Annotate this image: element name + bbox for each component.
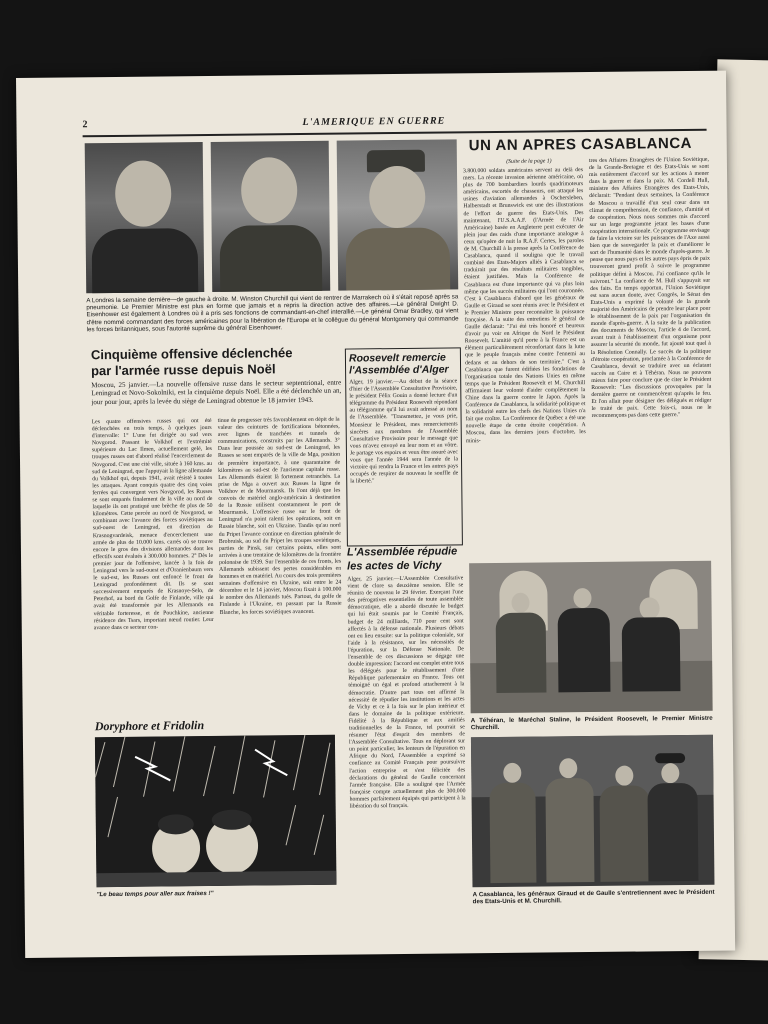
casablanca-headline: UN AN APRES CASABLANCA (468, 134, 693, 155)
cartoon-drawing (95, 735, 337, 888)
vichy-headline-1: L'Assemblée répudie (346, 545, 458, 559)
offensive-column-1: Les quatre offensives russes qui ont été déclenchées en trois temps, à quelques jours d'intervalle: 1° L'une fut dirigée au sud vers Novgorod. Passant le Volkhof et l'extrémité supérieure du Lac Ilmen, actuellement gelé, les troupes russes ont d'abord réalisé l'encerclement de Novgorod. C'est une cité ville, située à 160 kms. au sud de Leningrad, que l'appuyait la ligne allemande du Volkhof qui, depuis 1941, avait résisté à toutes les attaques. Ayant conquis quatre des cinq voies ferrées qui convergent vers Novgorod, les Russes se sont emparés finalement de la ville au nord de laquelle ils ont pratiqué une brèche de plus de 50 kilomètres. Cette percée au nord de Novgorod, se combinant avec l'avance des forces soviétiques au sud-ouest de Leningrad, en direction de Krasnogvardeisk, menace d'encerclement une armée de plus de 10.000 kms. carrés où se trouve encore le gros des divisions allemandes dont les effectifs sont évalués à 300.000 hommes. 2° Dès le premier jour de l'offensive, lancée à la fois de Leningrad vers le sud-ouest et d'Oranienbaum vers le sud-est, les Russes ont enfoncé le front de Leningrad profondément dit. Ils se sont successivement emparés de Krasnoye-Selo, de Peterhof, au bord du Golfe de Finlande, ville qui avait été transformée par les Allemands en véritable forteresse, et de Pouchkine, ancienne résidence des Tsars, important nœud routier. Leur avance dans ce secteur con- (91, 417, 214, 631)
offensive-headline-1: Cinquième offensive déclenchée (90, 345, 293, 363)
photo-eisenhower (211, 141, 331, 292)
roosevelt-headline-1: Roosevelt remercie (348, 351, 446, 365)
photo-churchill (85, 142, 205, 293)
roosevelt-text: Alger, 19 janvier.—Au début de la séance d'hier de l'Assemblée Consultative Provisoire, le président Félix Gouin a donné lecture d'un télégramme du Président Roosevelt répondant au télégramme qu'il lui avait adressé au nom de l'Assemblée. "Transmettez, je vous prie, Monsieur le Président, mes remerciements sincères aux membres de l'Assemblée Consultative Provisoire pour le message que vous m'avez envoyé en leur nom et au vôtre. Je partage vos espoirs et veux être assuré avec vous que l'année 1944 sera l'année de la victoire qui rendra la France et les autres pays occupés de respirer de nouveau le souffle de la liberté." (349, 378, 459, 485)
newspaper-page (16, 71, 735, 958)
photo-casablanca (471, 735, 715, 888)
offensive-lead: Moscou, 25 janvier.—La nouvelle offensive russe dans le secteur septentrional, entre Leningrad et Novo-Sokolniki, est la cinquième depuis Noël. Elle a été déclenchée un an, jour pour jour, après la levée du siège de Leningrad obtenue le 18 janvier 1943. (91, 378, 342, 407)
cartoon-title: Doryphore et Fridolin (94, 718, 205, 734)
offensive-headline-2: par l'armée russe depuis Noël (90, 361, 276, 379)
photo-bradley (337, 139, 459, 290)
offensive-column-2: tinue de progresser très favorablement en dépit de la valeur des ceintures de fortifications bétonnées, avec lignes de tranchées et tunnels de communications, construits par les Allemands. 3° Dans leur poussée au sud-est de Leningrad, les Russes se sont emparés de la ville de Mga, position de première importance, à une quarantaine de kilomètres au sud-est de l'ancienne capitale russe. Les Allemands étaient là fortement retranchés. La prise de Mga a ouvert aux Russes la ligne de Volkhov et de Mourmansk. Ils l'ont déjà que les convois de matériel anglo-américain à destination de la Russie utilisent constamment le port de Mourmansk. L'offensive russe sur le front de Leningrad n'a point ralenti les opérations, soit en Russie blanche, soit en Ukraine. Tandis qu'au nord du Pripet l'avance continue en direction générale de Brobruisk, au sud du Pripet les troupes soviétiques, parties de Pinsk, sur certains points, elles sont arrivées à une trentaine de kilomètres de la frontière polonaise de 1939. Sur l'ensemble de ces fronts, les Allemands subissent des pertes considérables en hommes et en matériel. Au cours des trois premières semaines d'offensive en Ukraine, soit entre le 24 décembre et le 14 janvier, Moscou fixait à 100.000 le nombre des Allemands tués. Partout, du golfe de Finlande à l'Ukraine, en passant par la Russie Blanche, les forces soviétiques avancent. (217, 416, 342, 616)
vichy-text: Alger, 25 janvier.—L'Assemblée Consultative vient de clore sa deuxième session. Elle se réunira de nouveau le 29 février. Exerçant l'une des prérogatives essentielles de toute assemblée démocratique, elle a abordé discutée le budget qui lui était soumis par le Comité Français, budget de 24 milliards, 710 pour cent sont affectés à la défense nationale. Plusieurs débats ont eu lieu ensuite: sur la politique coloniale, sur l'aide à la résistance, sur les nécessités de l'épuration, sur la Défense Nationale. De l'ensemble de ces discussions se dégage une double impression: l'accord est complet entre tous les délégués pour le rétablissement d'une République parlementaire en France. Tous ont témoigné un égal et profond attachement à la démocratie. D'autre part tous ont affirmé la nécessité de répudier les institutions et les actes de Vichy et ce à la fois sur le plan intérieur et dans le domaine de la politique extérieure. Fidélité à la République et aux amitiés traditionnelles de la France, tel pourrait se résumer l'état d'esprit des membres de l'Assemblée Consultative. Tous en déplorant sur un point particulier, les lenteurs de l'épuration en Afrique du Nord, l'Assemblée a exprimé sa confiance au Comité Français pour poursuivre l'action entreprise et s'est félicitée des déclarations du général de Gaulle concernant l'armée française. Elle a souligné que l'Armée française compte actuellement plus de 300.000 hommes parfaitement équipés qui participent à la libération du sol français. (347, 575, 466, 810)
casablanca-column-2: tres des Affaires Etrangères de l'Union Soviétique, de la Grande-Bretagne et des Etats-Unis se sont mis entièrement d'accord sur les actions à mener dans la guerre et dans la paix. M. Cordell Hull, ministre des Affaires Etrangères des Etats-Unis, déclarait: "Pendant deux semaines, la Conférence de Moscou a travaillé d'un seul cœur dans un climat de compréhension, de confiance, d'amitié et de coopération. Nous nous sommes mis d'accord sur un large programme jetant les bases d'une coopération internationale. Ce programme envisage de faire la victoire sur les puissances de l'Axe aussi bien que de sauvegarder la paix et d'améliorer le sort de l'humanité dans le monde d'après-guerre. Je pense que nous pays et les autres pays épris de paix trouveront grand profit à suivre le programme politique défini à Moscou. J'ai confiance qu'ils le suivront." La confiance de M. Hull s'appuyait sur des faits. En temps opportun, l'Union Soviétique est sans aucun doute, avec Congrès, le Sénat des Etats-Unis a exprimé la volonté de la grande majorité des Américains de prendre leur place pour le rétablissement de la paix par l'organisation du monde d'après-guerre. A la suite de la publication des documents de Moscou, l'article 4 de l'accord, avant trait à l'établissement d'un organisme pour assurer la sécurité du monde, fut ajouté tout quel à la Résolution Connally. Le succès de la politique d'étroite coopération, proclamée à la Conférence de Casablanca, devait se traduire avec un éclatant succès au Caire et à Téhéran. Nous ne pouvons mieux faire pour conclure que de citer le Président Roosevelt: "Les discussions provoquées par la dernière guerre ne commencèrent qu'après le feu. Et l'on allait pour désigner des délégués et rédiger le traité de paix. Cette fois-ci, nous ne le recommençons pas dans cette guerre." (588, 156, 712, 420)
roosevelt-box (345, 347, 463, 546)
cartoon-caption: "Le beau temps pour aller aux fraises !" (96, 889, 214, 899)
roosevelt-headline-2: l'Assemblée d'Alger (349, 363, 449, 377)
cartoon-panel (95, 735, 337, 888)
casablanca-caption: A Casablanca, les généraux Giraud et de Gaulle s'entretiennent avec le Président des Etats-Unis et M. Churchill. (472, 888, 715, 906)
masthead: L'AMERIQUE EN GUERRE (302, 115, 446, 129)
portraits-caption: A Londres la semaine dernière—de gauche à droite. M. Winston Churchill qui vient de rentrer de Marrakech où il s'était reposé après sa pneumonie. Le Premier Ministre est plus en forme que jamais et a repris la direction active des affaires.—Le général Dwight D. Eisenhower est également à Londres où il a pris ses fonctions de commandant-en-chef interallié.—Le général Omar Bradley, qui vient d'être nommé commandant des forces américaines pour la libération de l'Europe et le collègue du général Montgomery qui commande les forces britanniques, sous l'autorité suprême du général Eisenhower. (86, 293, 459, 334)
page-number: 2 (82, 119, 88, 131)
casablanca-suite: (Suite de la page 1) (506, 158, 552, 165)
tehran-caption: A Téhéran, le Maréchal Staline, le Président Roosevelt, le Premier Ministre Churchill. (470, 714, 713, 732)
photo-tehran (469, 561, 713, 714)
vichy-headline-2: les actes de Vichy (347, 559, 442, 573)
casablanca-column-1: 3.800.000 soldats américains servent au delà des mers. La récente invasion aérienne américaine, où plus de 700 bombardiers lourds quadrimoteurs américains, escortés de chasseurs, ont attaqué les usines d'aviation allemandes à Oschersleben, Halberstadt et Brunswick est une des illustrations de l'effort de guerre des Etats-Unis. Des maintenant, l'U.S.A.A.F. (l'Armée de l'Air Américaine) basée en Angleterre peut exécuter de plein jour des raids d'une importance analogue à ceux qu'opère de nuit la R.A.F. Certes, les paroles de M. Churchill à la presse après la Conférence de Casablanca, quand il souligna que le travail combiné des Etats-Majors alliés à Casablanca se traduirait par des résultats militaires tangibles, étaient justifiées. Mais la Conférence de Casablanca est d'une importance qui va plus loin même que les succès militaires qui l'ont couronnée. C'est à Casablanca d'abord que les généraux de Gaulle et Giraud se sont réunis avec le Président et le Premier Ministre pour reconnaître la puissance française. A la suite des entretiens le général de Gaulle déclarait: "J'ai été très honoré et heureux d'avoir pu voir en Afrique du Nord le Président Roosevelt. L'amitié qu'il porte à la France est un élément particulièrement réconfortant dans la lutte que le peuple français mène contre l'ennemi au dedans et au dehors de son territoire." C'est à Casablanca que furent édifiées les fondations de l'organisation totale des Nations Unies en même temps que le Président Roosevelt et M. Churchill affirmaient leur volonté d'aider complètement la Chine dans la guerre contre le Japon. Après la Conférence de Casablanca, la solidarité politique et la solidarité entre les chefs des Nations Unies n'a fait que croître. La Conférence de Québec a été une nouvelle étape de cette étroite coopération. A Moscou, dans les derniers jours d'octobre, les minis- (462, 167, 586, 444)
